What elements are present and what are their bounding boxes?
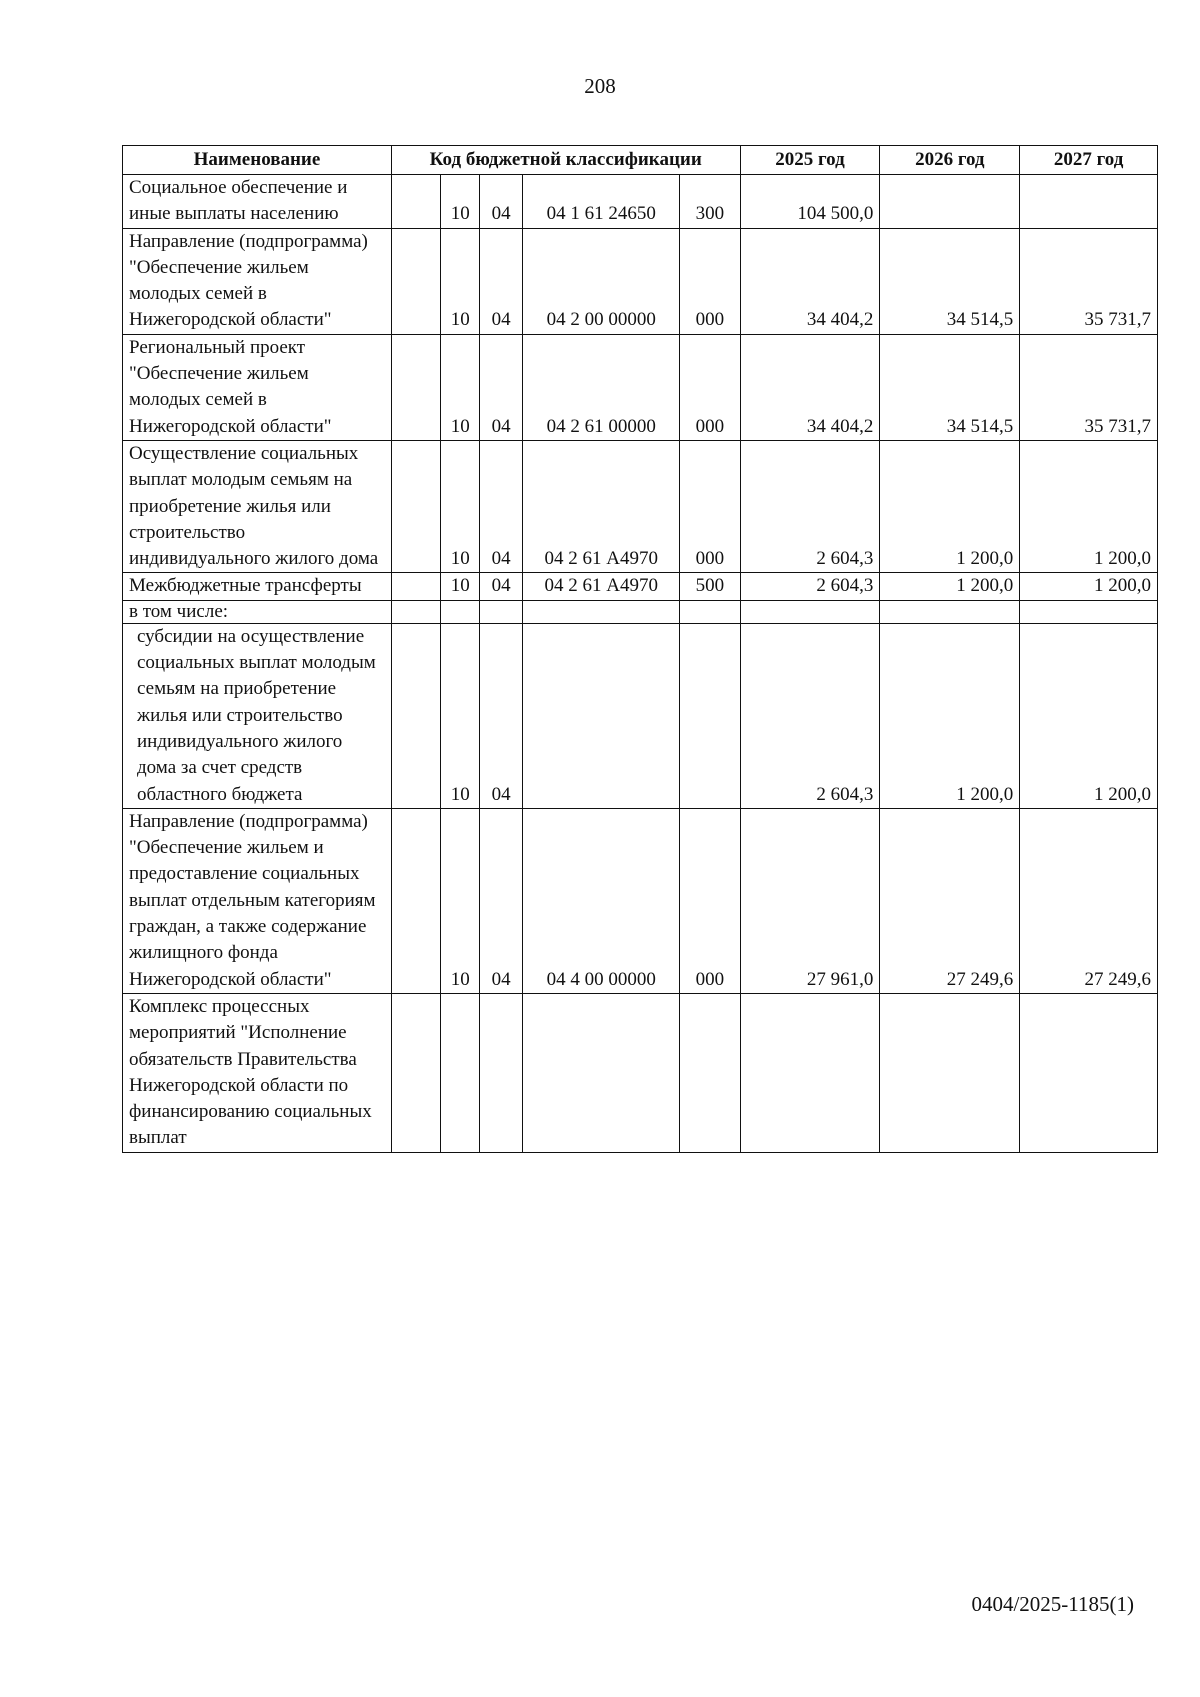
row-code-subsection — [480, 993, 523, 1152]
row-code-section — [441, 600, 480, 623]
row-code-section: 10 — [441, 808, 480, 993]
row-value-2027: 1 200,0 — [1020, 440, 1158, 572]
table-row — [123, 600, 1158, 623]
row-code-type: 300 — [680, 175, 740, 229]
row-code-type: 500 — [680, 573, 740, 600]
row-value-2026: 34 514,5 — [880, 228, 1020, 334]
row-value-2026 — [880, 600, 1020, 623]
page-number: 208 — [584, 74, 616, 98]
row-code-subsection — [480, 600, 523, 623]
table-row — [123, 808, 1158, 993]
row-value-2025: 34 404,2 — [740, 334, 880, 440]
row-code-subsection: 04 — [480, 228, 523, 334]
row-code-target — [523, 623, 680, 808]
row-value-2026: 1 200,0 — [880, 573, 1020, 600]
row-code-section: 10 — [441, 334, 480, 440]
table-row — [123, 228, 1158, 334]
header-2027: 2027 год — [1020, 146, 1158, 175]
table-row — [123, 334, 1158, 440]
row-code-target: 04 2 61 00000 — [523, 334, 680, 440]
row-value-2026: 1 200,0 — [880, 623, 1020, 808]
row-value-2025: 27 961,0 — [740, 808, 880, 993]
row-code-subsection: 04 — [480, 623, 523, 808]
row-code-type: 000 — [680, 808, 740, 993]
row-code-a — [391, 573, 440, 600]
row-code-a — [391, 334, 440, 440]
row-code-subsection: 04 — [480, 440, 523, 572]
table-row — [123, 623, 1158, 808]
row-name: Региональный проект "Обеспечение жильем молодых семей в Нижегородской области" — [123, 334, 392, 440]
row-value-2026: 1 200,0 — [880, 440, 1020, 572]
table-header-row — [123, 146, 1158, 175]
row-value-2026: 34 514,5 — [880, 334, 1020, 440]
row-code-type — [680, 623, 740, 808]
row-code-type — [680, 600, 740, 623]
row-value-2026: 27 249,6 — [880, 808, 1020, 993]
row-name: Направление (подпрограмма) "Обеспечение жильем и предоставление социальных выплат отдельным категориям граждан, а также содержание жилищного фонда Нижегородской области" — [123, 808, 392, 993]
row-value-2025 — [740, 993, 880, 1152]
row-code-target: 04 2 61 А4970 — [523, 573, 680, 600]
row-code-target: 04 2 61 А4970 — [523, 440, 680, 572]
row-code-target: 04 1 61 24650 — [523, 175, 680, 229]
row-code-a — [391, 228, 440, 334]
header-code: Код бюджетной классификации — [391, 146, 740, 175]
row-code-a — [391, 808, 440, 993]
row-code-section: 10 — [441, 228, 480, 334]
row-value-2027: 1 200,0 — [1020, 573, 1158, 600]
row-code-section: 10 — [441, 623, 480, 808]
row-name: Осуществление социальных выплат молодым семьям на приобретение жилья или строительство индивидуального жилого дома — [123, 440, 392, 572]
row-code-target: 04 4 00 00000 — [523, 808, 680, 993]
row-name: субсидии на осуществление социальных выплат молодым семьям на приобретение жилья или строительство индивидуального жилого дома за счет средств областного бюджета — [123, 623, 392, 808]
budget-table — [122, 145, 1158, 1153]
row-code-subsection: 04 — [480, 334, 523, 440]
row-value-2025: 2 604,3 — [740, 573, 880, 600]
row-value-2026 — [880, 993, 1020, 1152]
row-value-2025: 2 604,3 — [740, 440, 880, 572]
row-code-subsection: 04 — [480, 573, 523, 600]
row-value-2027 — [1020, 993, 1158, 1152]
row-code-section: 10 — [441, 573, 480, 600]
row-code-a — [391, 175, 440, 229]
row-code-subsection: 04 — [480, 175, 523, 229]
row-name: в том числе: — [123, 600, 392, 623]
header-2025: 2025 год — [740, 146, 880, 175]
row-code-type: 000 — [680, 440, 740, 572]
row-value-2025 — [740, 600, 880, 623]
row-code-section: 10 — [441, 440, 480, 572]
row-code-type: 000 — [680, 334, 740, 440]
row-value-2026 — [880, 175, 1020, 229]
row-name: Направление (подпрограмма) "Обеспечение жильем молодых семей в Нижегородской области" — [123, 228, 392, 334]
row-code-section: 10 — [441, 175, 480, 229]
row-code-type — [680, 993, 740, 1152]
row-code-a — [391, 623, 440, 808]
row-name: Межбюджетные трансферты — [123, 573, 392, 600]
row-code-target — [523, 600, 680, 623]
table-row — [123, 440, 1158, 572]
row-value-2025: 34 404,2 — [740, 228, 880, 334]
row-code-type: 000 — [680, 228, 740, 334]
row-value-2025: 2 604,3 — [740, 623, 880, 808]
table-row — [123, 573, 1158, 600]
row-value-2027: 35 731,7 — [1020, 334, 1158, 440]
table-row — [123, 175, 1158, 229]
row-code-subsection: 04 — [480, 808, 523, 993]
row-name: Социальное обеспечение и иные выплаты населению — [123, 175, 392, 229]
row-value-2027 — [1020, 600, 1158, 623]
header-name: Наименование — [123, 146, 392, 175]
row-code-a — [391, 440, 440, 572]
header-2026: 2026 год — [880, 146, 1020, 175]
row-code-target — [523, 993, 680, 1152]
table-row — [123, 993, 1158, 1152]
row-code-target: 04 2 00 00000 — [523, 228, 680, 334]
row-value-2027: 27 249,6 — [1020, 808, 1158, 993]
row-value-2025: 104 500,0 — [740, 175, 880, 229]
row-code-a — [391, 993, 440, 1152]
row-value-2027: 35 731,7 — [1020, 228, 1158, 334]
row-value-2027: 1 200,0 — [1020, 623, 1158, 808]
row-name: Комплекс процессных мероприятий "Исполнение обязательств Правительства Нижегородской области по финансированию социальных выплат — [123, 993, 392, 1152]
row-value-2027 — [1020, 175, 1158, 229]
document-code: 0404/2025-1185(1) — [971, 1592, 1134, 1616]
row-code-section — [441, 993, 480, 1152]
row-code-a — [391, 600, 440, 623]
